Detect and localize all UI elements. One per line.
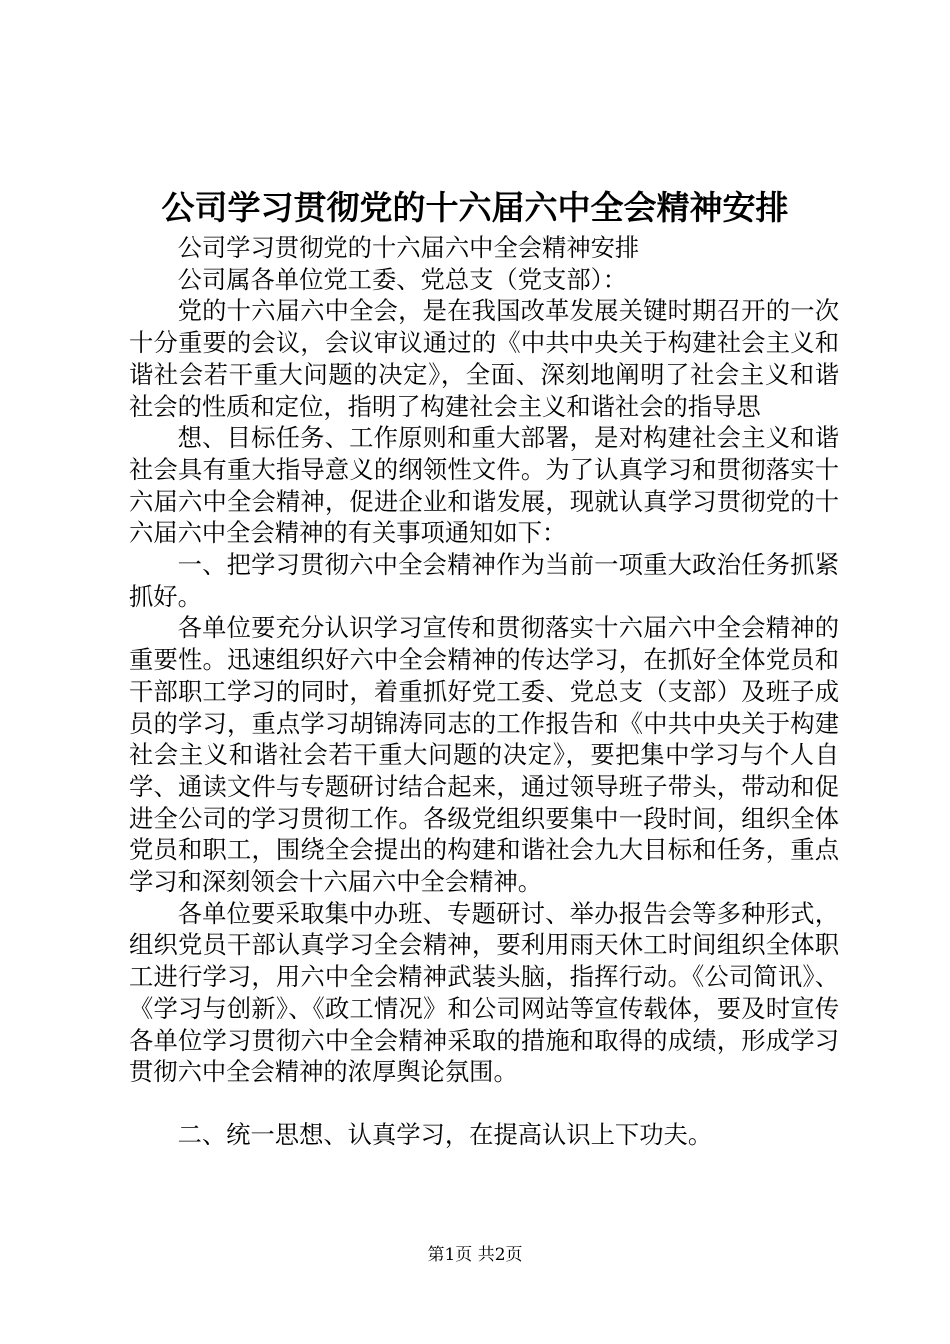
page-total: 共2页 — [477, 1245, 523, 1265]
section-heading-2: 二、统一思想、认真学习，在提高认识上下功夫。 — [177, 1119, 713, 1149]
page-footer — [0, 1245, 950, 1265]
body-paragraph: 党的十六届六中全会，是在我国改革发展关键时期召开的一次十分重要的会议，会议审议通过的《中共中央关于构建社会主义和谐社会若干重大问题的决定》，全面、深刻地阐明了社会主义和谐社会的性质和定位，指明了构建社会主义和谐社会的指导思 — [129, 296, 839, 421]
body-paragraph: 各单位要充分认识学习宣传和贯彻落实十六届六中全会精神的重要性。迅速组织好六中全会精神的传达学习，在抓好全体党员和干部职工学习的同时，着重抓好党工委、党总支（支部）及班子成员的学习，重点学习胡锦涛同志的工作报告和《中共中央关于构建社会主义和谐社会若干重大问题的决定》，要把集中学习与个人自学、通读文件与专题研讨结合起来，通过领导班子带头，带动和促进全公司的学习贯彻工作。各级党组织要集中一段时间，组织全体党员和职工，围绕全会提出的构建和谐社会九大目标和任务，重点学习和深刻领会十六届六中全会精神。 — [129, 613, 839, 897]
document-title: 公司学习贯彻党的十六届六中全会精神安排 — [161, 188, 789, 227]
body-paragraph-subtitle: 公司学习贯彻党的十六届六中全会精神安排 — [177, 233, 640, 262]
document-body — [129, 232, 839, 1151]
body-paragraph: 想、目标任务、工作原则和重大部署，是对构建社会主义和谐社会具有重大指导意义的纲领性文件。为了认真学习和贯彻落实十六届六中全会精神，促进企业和谐发展，现就认真学习贯彻党的十六届六中全会精神的有关事项通知如下： — [129, 423, 839, 548]
body-paragraph: 各单位要采取集中办班、专题研讨、举办报告会等多种形式，组织党员干部认真学习全会精神，要利用雨天休工时间组织全体职工进行学习，用六中全会精神武装头脑，指挥行动。《公司简讯》、《学习与创新》、《政工情况》和公司网站等宣传载体，要及时宣传各单位学习贯彻六中全会精神采取的措施和取得的成绩，形成学习贯彻六中全会精神的浓厚舆论氛围。 — [129, 898, 839, 1087]
section-heading-1: 一、把学习贯彻六中全会精神作为当前一项重大政治任务抓紧抓好。 — [129, 550, 839, 611]
body-paragraph-salutation: 公司属各单位党工委、党总支（党支部）： — [177, 264, 628, 294]
page-number: 第1页 — [427, 1245, 473, 1265]
